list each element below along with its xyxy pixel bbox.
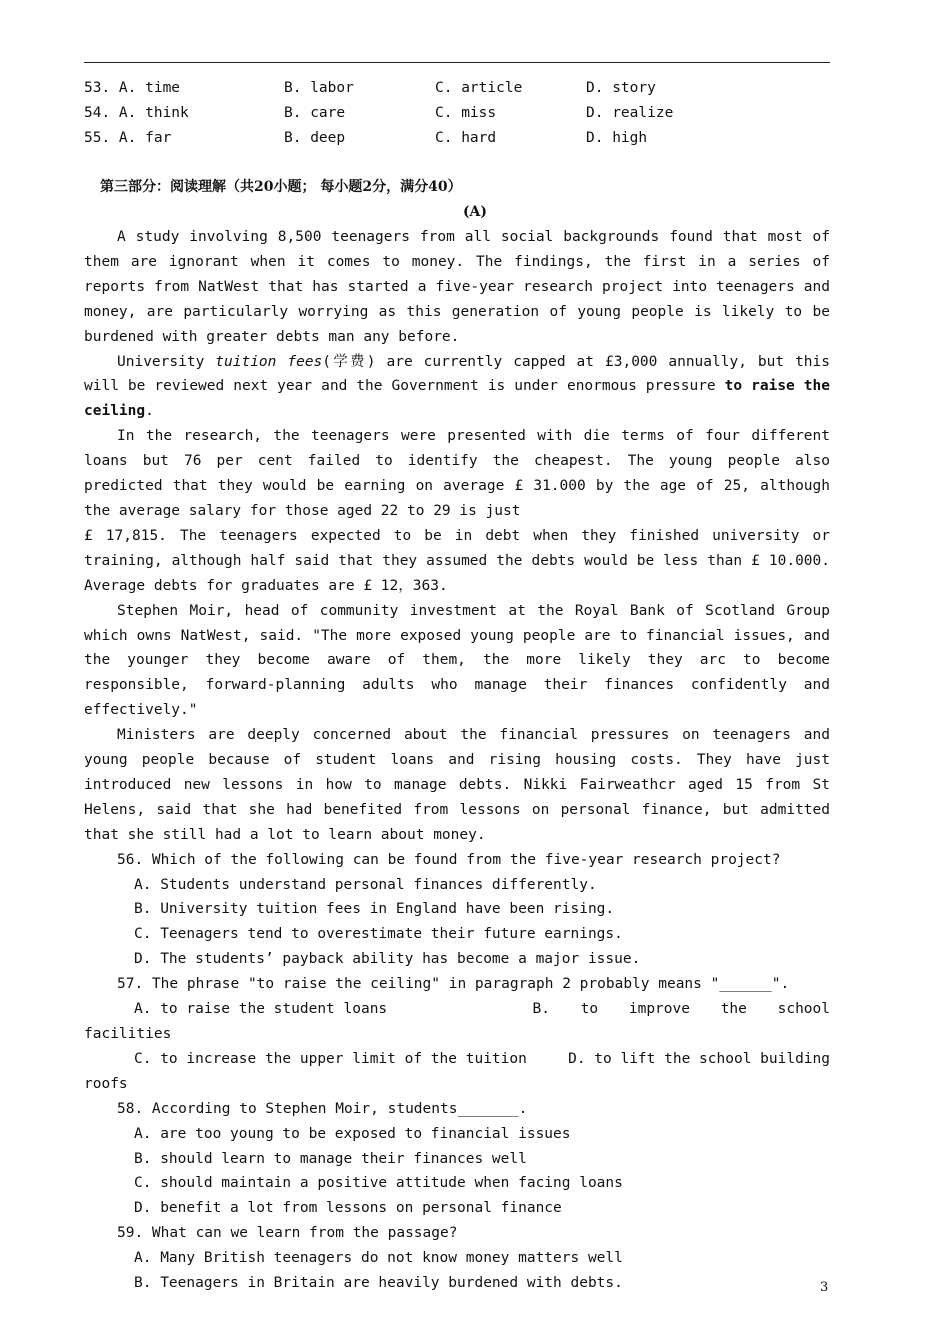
option-row-53 xyxy=(84,76,830,101)
answer-57-d-cont: roofs xyxy=(84,1075,128,1092)
paragraph-3: In the research, the teenagers were presented with die terms of four different loans but 76 per cent failed to identify the cheapest. The young people also predicted that they would be earning on average £ 31.000 by the age of 25, although the average salary for those aged 22 to 29 is just xyxy=(84,428,830,519)
option-b: B. deep xyxy=(284,130,346,146)
answer-57-c: C. to increase the upper limit of the tuition xyxy=(134,1050,527,1067)
answer-59-a: A. Many British teenagers do not know money matters well xyxy=(134,1250,623,1267)
paragraph-4: Stephen Moir, head of community investment at the Royal Bank of Scotland Group which owns NatWest, said. "The more exposed young people are to financial issues, and the younger they become aware of them, the more likely they arc to become responsible, forward-planning adults who manage their finances confidently and effectively." xyxy=(84,602,830,719)
passage-title: (A) xyxy=(462,204,488,220)
paragraph-3-cont: £ 17,815. The teenagers expected to be in debt when they finished university or training, although half said that they assumed the debts would be less than £ 10.000. Average debts for graduates are £ 12，363. xyxy=(84,527,830,594)
tuition-fees-term: tuition fees xyxy=(215,353,323,370)
answer-57-a: A. to raise the student loans xyxy=(134,1001,388,1018)
answer-56-c: C. Teenagers tend to overestimate their future earnings. xyxy=(134,926,623,943)
answer-58-c: C. should maintain a positive attitude when facing loans xyxy=(134,1175,623,1192)
header-rule xyxy=(84,62,830,63)
option-a: 55. A. far xyxy=(84,130,172,146)
answer-59-b: B. Teenagers in Britain are heavily burdened with debts. xyxy=(134,1275,623,1292)
answer-58-a: A. are too young to be exposed to financial issues xyxy=(134,1125,571,1142)
answer-57-row-2 xyxy=(84,1047,830,1072)
option-c: C. article xyxy=(435,80,523,96)
option-b: B. labor xyxy=(284,80,354,96)
answer-57-row-1 xyxy=(84,997,830,1022)
option-d: D. story xyxy=(586,80,656,96)
answer-57-b-cont: facilities xyxy=(84,1026,172,1042)
answer-58-d: D. benefit a lot from lessons on personal finance xyxy=(134,1200,562,1217)
question-56: 56. Which of the following can be found from the five-year research project? xyxy=(117,851,781,868)
question-57: 57. The phrase "to raise the ceiling" in paragraph 2 probably means "______". xyxy=(117,976,790,993)
answer-56-a: A. Students understand personal finances differently. xyxy=(134,876,597,893)
paragraph-5: Ministers are deeply concerned about the financial pressures on teenagers and young people because of student loans and rising housing costs. They have just introduced new lessons in how to manage debts. Nikki Fairweathcr aged 15 from St Helens, said that she had benefited from lessons on personal finance, but admitted that she still had a lot to learn about money. xyxy=(84,727,830,843)
answer-57-b: B. to improve the school xyxy=(532,1001,830,1018)
option-c: C. miss xyxy=(435,105,497,121)
paragraph-2 xyxy=(84,350,830,425)
option-a: 53. A. time xyxy=(84,80,181,96)
paragraph-2-text-cont: (学费) are currently capped at £3,000 annually, but this will be reviewed next year and the Government is under enormous pressure xyxy=(84,353,830,395)
highlighted-phrase: to raise the ceiling xyxy=(84,378,830,420)
option-a: 54. A. think xyxy=(84,105,189,121)
option-d: D. realize xyxy=(586,105,674,121)
paragraph-2-text: University xyxy=(117,353,216,370)
reading-passage xyxy=(84,225,830,1296)
section-title: 第三部分：阅读理解（共20小题； 每小题2分，满分40） xyxy=(100,179,462,195)
question-58: 58. According to Stephen Moir, students_______. xyxy=(117,1100,528,1117)
answer-56-d: D. The students’ payback ability has become a major issue. xyxy=(134,951,641,968)
paragraph-1: A study involving 8,500 teenagers from all social backgrounds found that most of them are ignorant when it comes to money. The findings, the first in a series of reports from NatWest that has started a five-year research project into teenagers and money, are particularly worrying as this generation of young people is likely to be burdened with greater debts man any before. xyxy=(84,229,830,345)
option-c: C. hard xyxy=(435,130,497,146)
paragraph-2-end: . xyxy=(145,403,154,420)
answer-56-b: B. University tuition fees in England have been rising. xyxy=(134,901,615,918)
answer-58-b: B. should learn to manage their finances well xyxy=(134,1150,527,1167)
option-row-54 xyxy=(84,101,830,126)
option-b: B. care xyxy=(284,105,346,121)
option-d: D. high xyxy=(586,130,648,146)
page-number: 3 xyxy=(820,1280,829,1295)
question-59: 59. What can we learn from the passage? xyxy=(117,1225,458,1242)
answer-57-d: D. to lift the school building xyxy=(568,1050,830,1067)
option-row-55 xyxy=(84,126,830,151)
cloze-options xyxy=(84,76,830,151)
